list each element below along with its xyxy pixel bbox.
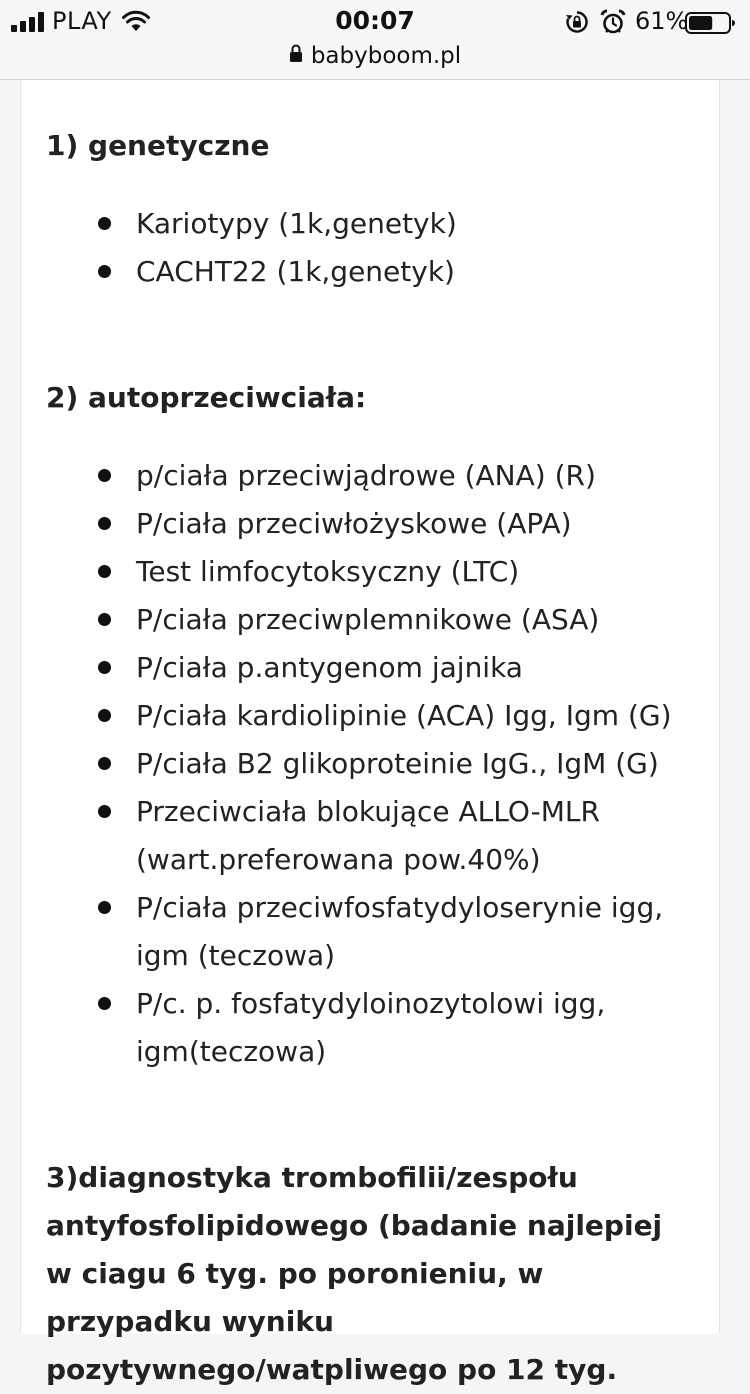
list-item: P/ciała przeciwplemnikowe (ASA) — [136, 596, 676, 644]
browser-top-bar — [0, 0, 750, 80]
list-item: P/ciała przeciwłożyskowe (APA) — [136, 500, 676, 548]
list-item: P/ciała przeciwfosfatydyloserynie igg, igm (teczowa) — [136, 884, 676, 980]
section-3-heading: 3)diagnostyka trombofilii/zespołu antyfosfolipidowego (badanie najlepiej w ciagu 6 tyg. po poronieniu, w przypadku wyniku pozytywnego/watpliwego po 12 tyg. — [46, 1161, 663, 1386]
carrier-name: PLAY — [52, 7, 112, 35]
section-1-list — [46, 200, 676, 296]
status-bar — [0, 6, 750, 36]
list-item: P/ciała B2 glikoproteinie IgG., IgM (G) — [136, 740, 676, 788]
address-bar[interactable] — [0, 38, 750, 72]
list-item: CACHT22 (1k,genetyk) — [136, 248, 676, 296]
article-body — [46, 122, 676, 1394]
url-text: babyboom.pl — [310, 42, 462, 69]
padlock-icon — [289, 43, 303, 63]
battery-percentage: 61% — [635, 7, 689, 35]
article-card — [20, 80, 720, 1386]
alarm-icon — [600, 9, 626, 35]
list-item: P/ciała kardiolipinie (ACA) Igg, Igm (G) — [136, 692, 676, 740]
section-2-heading: 2) autoprzeciwciała: — [46, 381, 367, 414]
list-item: Kariotypy (1k,genetyk) — [136, 200, 676, 248]
section-2-list — [46, 452, 676, 1076]
list-item: p/ciała przeciwjądrowe (ANA) (R) — [136, 452, 676, 500]
list-item: P/ciała p.antygenom jajnika — [136, 644, 676, 692]
status-time: 00:07 — [335, 6, 415, 35]
orientation-lock-icon — [565, 10, 589, 34]
battery-icon — [685, 12, 735, 34]
list-item: Test limfocytoksyczny (LTC) — [136, 548, 676, 596]
section-1-heading: 1) genetyczne — [46, 129, 270, 162]
list-item: Przeciwciała blokujące ALLO-MLR (wart.preferowana pow.40%) — [136, 788, 676, 884]
list-item: P/c. p. fosfatydyloinozytolowi igg, igm(teczowa) — [136, 980, 676, 1076]
